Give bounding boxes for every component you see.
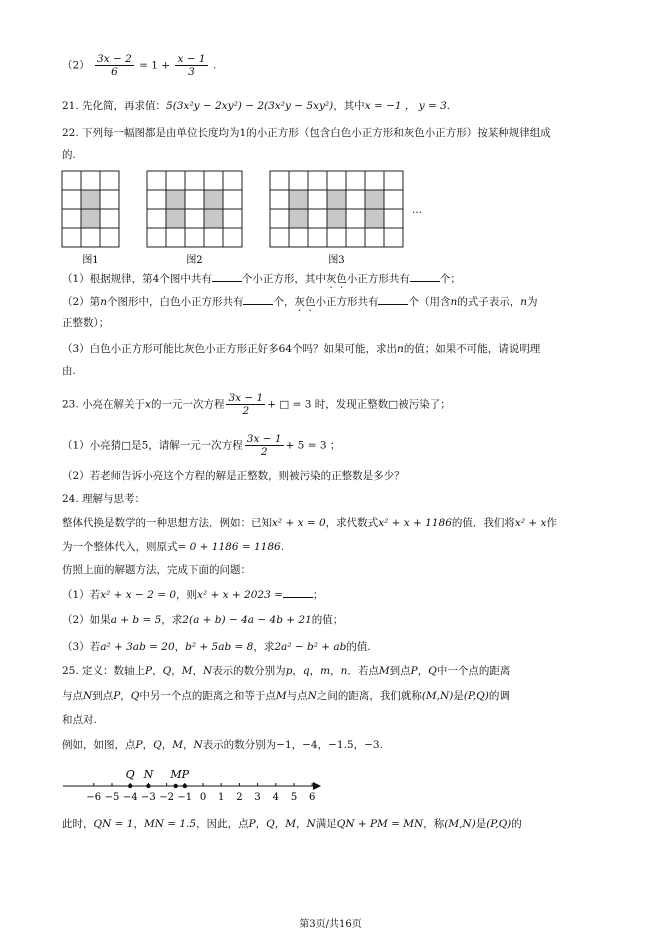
white-square [384, 209, 403, 228]
gray-square [81, 209, 100, 228]
q22-figures [0, 165, 661, 265]
q21-expression: 5(3x²y − 2xy²) − 2(3x²y − 5xy²) [166, 100, 334, 112]
gray-square [289, 209, 308, 228]
white-square [223, 190, 242, 209]
q25-line3: 和点对. [62, 714, 97, 726]
white-square [223, 171, 242, 190]
q20-part2: （2） $\frac{3x - 2}{6}$ = 1 + $\frac{x - 1}{3}$ . [62, 53, 217, 78]
white-square [270, 228, 289, 247]
white-square [204, 171, 223, 190]
white-square [100, 171, 119, 190]
gray-square [327, 209, 346, 228]
white-square [384, 171, 403, 190]
figure-2 [147, 171, 242, 265]
white-square [100, 190, 119, 209]
white-square [384, 228, 403, 247]
point-marker [128, 784, 132, 788]
q22-line2: 的. [62, 149, 76, 161]
white-square [270, 171, 289, 190]
gray-square [327, 190, 346, 209]
white-square [270, 190, 289, 209]
white-square [185, 228, 204, 247]
white-square [346, 171, 365, 190]
q20-lhs-fraction: $\frac{3x - 2}{6}$ [97, 53, 132, 78]
white-square [81, 228, 100, 247]
q22-part3: （3）白色小正方形可能比灰色小正方形正好多64个吗？如果可能，求出n的值；如果不可能，请说明理 [62, 343, 541, 355]
white-square [270, 209, 289, 228]
white-square [308, 209, 327, 228]
point-label: Q [125, 768, 135, 781]
point-marker [183, 784, 187, 788]
figure-1 [62, 171, 119, 265]
white-square [100, 228, 119, 247]
tick-label: 1 [218, 792, 225, 803]
white-square [365, 171, 384, 190]
figure-label: 图2 [186, 255, 203, 265]
tick-label: −1 [177, 792, 193, 803]
q24-part2: （2）如果a + b = 5，求2(a + b) − 4a − 4b + 21的值； [62, 614, 344, 626]
point-label: N [143, 768, 154, 781]
figure-label: 图1 [82, 255, 99, 265]
q22-part3-line2: 由. [62, 365, 76, 377]
tick-label: 6 [309, 792, 316, 803]
white-square [289, 171, 308, 190]
white-square [185, 171, 204, 190]
q25-last-line: 此时，QN = 1，MN = 1.5，因此，点P，Q，M，N满足QN + PM = MN，称(M,N)是(P,Q)的 [62, 818, 522, 830]
figure-label: 图3 [328, 255, 345, 265]
gray-square [81, 190, 100, 209]
arrow-icon [313, 782, 321, 790]
tick-label: −2 [159, 792, 174, 803]
gray-square [289, 190, 308, 209]
white-square [62, 209, 81, 228]
white-square [147, 209, 166, 228]
white-square [308, 228, 327, 247]
white-square [346, 228, 365, 247]
q21: 21. 先化简，再求值：5(3x²y − 2xy²) − 2(3x²y − 5xy²)，其中x = −1 ， y = 3. [62, 100, 451, 112]
white-square [147, 171, 166, 190]
tick-label: 5 [290, 792, 298, 803]
point-marker [174, 784, 178, 788]
tick-label: 4 [272, 792, 279, 803]
white-square [308, 171, 327, 190]
q24-line1: 整体代换是数学的一种思想方法．例如：已知x² + x = 0，求代数式x² + x + 1186的值．我们将x² + x作 [62, 517, 557, 529]
tick-label: −6 [86, 792, 102, 803]
white-square [185, 209, 204, 228]
gray-square [365, 209, 384, 228]
white-square [289, 228, 308, 247]
white-square [62, 190, 81, 209]
q25-example: 例如，如图，点P，Q，M，N表示的数分别为−1，−4，−1.5，−3. [62, 739, 383, 751]
q24-part3: （3）若a² + 3ab = 20，b² + 5ab = 8，求2a² − b² + ab的值. [62, 641, 371, 653]
white-square [327, 228, 346, 247]
white-square [147, 228, 166, 247]
white-square [346, 209, 365, 228]
q24-title: 24. 理解与思考： [62, 493, 146, 505]
tick-label: −4 [122, 792, 138, 803]
q22-part1: （1）根据规律，第4个图中共有 个小正方形，其中灰色小正方形共有 个； [62, 273, 461, 285]
point-label: MP [170, 768, 190, 781]
figure-3 [270, 171, 403, 265]
tick-label: 3 [254, 792, 261, 803]
white-square [223, 228, 242, 247]
white-square [147, 190, 166, 209]
q24-part1: （1）若x² + x − 2 = 0，则x² + x + 2023 = ； [62, 589, 324, 601]
number-line [55, 758, 325, 808]
tick-label: −5 [104, 792, 120, 803]
white-square [62, 228, 81, 247]
gray-square [204, 190, 223, 209]
tick-label: −3 [141, 792, 156, 803]
white-square [308, 190, 327, 209]
white-square [204, 228, 223, 247]
white-square [81, 171, 100, 190]
gray-square [166, 209, 185, 228]
white-square [166, 171, 185, 190]
white-square [62, 171, 81, 190]
tick-label: 2 [236, 792, 243, 803]
page-footer: 第3页/共16页 [299, 919, 362, 930]
q25-line2: 与点N到点P，Q中另一个点的距离之和等于点M与点N之间的距离，我们就称(M,N)是(P,Q)的调 [62, 690, 510, 702]
q22-part2-line2: 正整数）； [62, 317, 110, 329]
gray-square [204, 209, 223, 228]
ellipsis: … [412, 205, 422, 216]
white-square [223, 209, 242, 228]
white-square [327, 171, 346, 190]
q25-line1: 25. 定义：数轴上P，Q，M，N表示的数分别为p，q，m，n．若点M到点P，Q中一个点的距离 [62, 665, 511, 677]
q23-part2: （2）若老师告诉小亮这个方程的解是正整数，则被污染的正整数是多少？ [62, 470, 405, 482]
white-square [185, 190, 204, 209]
q23: 23. 小亮在解关于x的一元一次方程 $\frac{3x - 1}{2}$ + □ = 3 时，发现正整数□被污染了； [62, 392, 451, 417]
gray-square [166, 190, 185, 209]
tick-label: 0 [199, 792, 207, 803]
q24-line2: 为一个整体代入，则原式= 0 + 1186 = 1186. [62, 541, 285, 553]
gray-square [365, 190, 384, 209]
q23-part1: （1）小亮猜□是5，请解一元一次方程 $\frac{3x - 1}{2}$ + 5 = 3 ； [62, 433, 341, 458]
point-marker [146, 784, 150, 788]
white-square [346, 190, 365, 209]
white-square [365, 228, 384, 247]
q20-part2-label: （2） [62, 59, 90, 72]
q22-part2: （2）第n个图形中，白色小正方形共有 个，灰色小正方形共有 个（用含n的式子表示，n为 [62, 296, 538, 308]
white-square [166, 228, 185, 247]
q20-rhs-fraction: $\frac{x - 1}{3}$ [177, 53, 206, 78]
q24-line3: 仿照上面的解题方法，完成下面的问题： [62, 564, 251, 576]
q22-line1: 22. 下列每一幅图都是由单位长度均为1的小正方形（包含白色小正方形和灰色小正方形）按某种规律组成 [62, 127, 551, 139]
white-square [100, 209, 119, 228]
white-square [384, 190, 403, 209]
